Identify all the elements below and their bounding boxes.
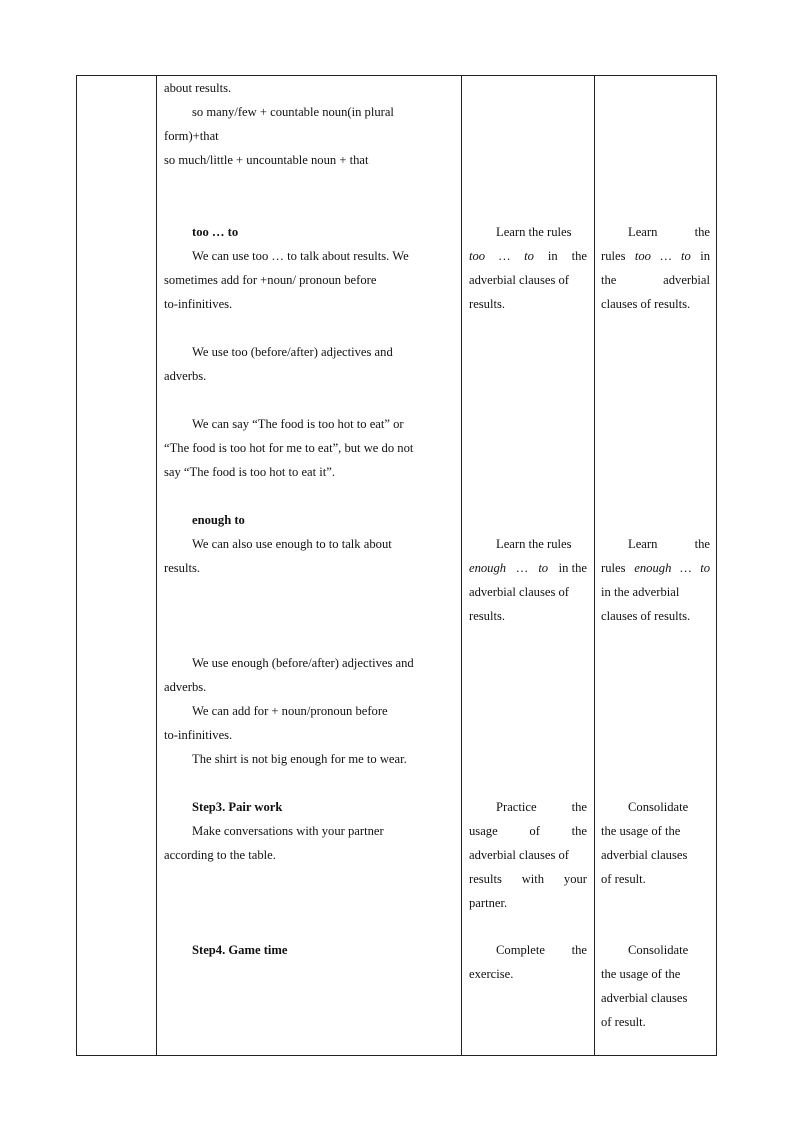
term-word: … (660, 249, 672, 263)
activity-line: Practice the (496, 800, 587, 814)
purpose-line: clauses of results. (601, 609, 691, 623)
content-line: We can also use enough to to talk about (192, 537, 392, 551)
content-line: We use enough (before/after) adjectives and (192, 656, 414, 670)
activity-line: results with your (469, 872, 587, 886)
content-line: so much/little + uncountable noun + that (164, 153, 369, 167)
purpose-line: adverbial clauses (601, 848, 688, 862)
purpose-line: Consolidate (628, 943, 689, 957)
term-word: … (680, 561, 692, 575)
column-divider (594, 76, 595, 1055)
term-word: … (499, 249, 511, 263)
term-word: too (469, 249, 486, 263)
section-heading-too-to: too … to (192, 225, 239, 239)
content-line: to-infinitives. (164, 728, 233, 742)
content-line: say “The food is too hot to eat it”. (164, 465, 336, 479)
content-line: The shirt is not big enough for me to wear. (192, 752, 407, 766)
purpose-line: rules too … to in (601, 244, 710, 268)
purpose-line: Consolidate (628, 800, 689, 814)
activity-line: results. (469, 609, 506, 623)
purpose-line: Learn the (628, 537, 710, 551)
activity-line: too … to in the (469, 244, 587, 268)
content-line: according to the table. (164, 848, 276, 862)
purpose-line: the adverbial (601, 273, 710, 287)
activity-line: adverbial clauses of (469, 848, 570, 862)
content-line: “The food is too hot for me to eat”, but we do not (164, 441, 414, 455)
term-word: enough (634, 561, 672, 575)
activity-line: adverbial clauses of (469, 273, 570, 287)
term-word: to (538, 561, 549, 575)
content-line: adverbs. (164, 369, 207, 383)
term-word: … (516, 561, 528, 575)
term-word: to (700, 561, 710, 575)
content-line: to-infinitives. (164, 297, 233, 311)
content-line: sometimes add for +noun/ pronoun before (164, 273, 377, 287)
term-word: to (524, 249, 534, 263)
content-line: We can say “The food is too hot to eat” or (192, 417, 404, 431)
activity-line: adverbial clauses of (469, 585, 570, 599)
content-line: Make conversations with your partner (192, 824, 384, 838)
content-line: We can add for + noun/pronoun before (192, 704, 388, 718)
purpose-line: of result. (601, 1015, 646, 1029)
term-word: enough (469, 561, 507, 575)
purpose-line: rules enough … to (601, 556, 710, 580)
column-divider (156, 76, 157, 1055)
activity-line: Complete the (496, 943, 587, 957)
activity-line: Learn the rules (496, 225, 572, 239)
activity-line: results. (469, 297, 506, 311)
activity-line: exercise. (469, 967, 514, 981)
section-heading-enough-to: enough to (192, 513, 245, 527)
purpose-line: adverbial clauses (601, 991, 688, 1005)
activity-line: enough … to in the (469, 556, 587, 580)
activity-line: partner. (469, 896, 508, 910)
content-line: so many/few + countable noun(in plural (192, 105, 394, 119)
column-divider (461, 76, 462, 1055)
content-line: We can use too … to talk about results. We (192, 249, 409, 263)
content-line: adverbs. (164, 680, 207, 694)
content-line: form)+that (164, 129, 219, 143)
content-line: We use too (before/after) adjectives and (192, 345, 393, 359)
section-heading-step4: Step4. Game time (192, 943, 288, 957)
activity-line: Learn the rules (496, 537, 572, 551)
section-heading-step3: Step3. Pair work (192, 800, 283, 814)
term-word: to (681, 249, 691, 263)
activity-line: usage of the (469, 824, 587, 838)
purpose-line: of result. (601, 872, 646, 886)
content-line: results. (164, 561, 201, 575)
content-line: about results. (164, 81, 232, 95)
term-word: too (634, 249, 651, 263)
purpose-line: Learn the (628, 225, 710, 239)
purpose-line: the usage of the (601, 967, 681, 981)
purpose-line: clauses of results. (601, 297, 691, 311)
purpose-line: the usage of the (601, 824, 681, 838)
purpose-line: in the adverbial (601, 585, 680, 599)
